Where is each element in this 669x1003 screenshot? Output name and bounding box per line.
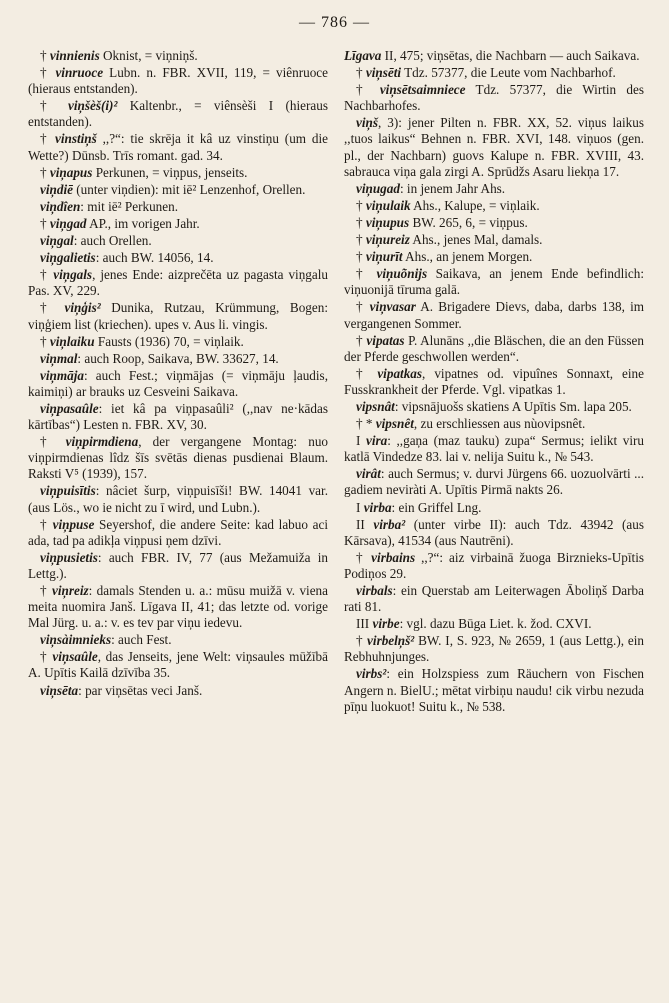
dictionary-entry: viņdiē (unter viņdien): mit iē² Lenzenhof, Orellen. (40, 181, 306, 197)
dictionary-entry: viņdîen: mit iē² Perkunen. (40, 198, 179, 214)
dictionary-entry: † virbains ,,?“: aiz virbainā žuoga Birznieks-Upītis Podiņos 29. (344, 549, 644, 581)
dictionary-entry: † viņureiz Ahs., jenes Mal, damals. (356, 232, 543, 248)
dictionary-entry: viņmal: auch Roop, Saikava, BW. 33627, 14. (40, 350, 279, 366)
page-number: — 786 — (299, 14, 370, 31)
dictionary-entry: † vipatkas, vipatnes od. vipuînes Sonnaxt, eine Fusskrankheit der Pferde. Vgl. vipatkas 1. (344, 365, 645, 397)
dictionary-entry: † vinnienis Oknist, = viņniņš. (40, 48, 198, 63)
dictionary-entry: † viņlaiku Fausts (1936) 70, = viņlaik. (40, 333, 244, 349)
dictionary-entry: vipsnât: vipsnājuošs skatiens A Upītis Sm. lapa 205. (356, 398, 632, 414)
dictionary-entry: virbals: ein Querstab am Leiterwagen Āboliņš Darba rati 81. (344, 583, 644, 615)
dictionary-entry: † viņupus BW. 265, 6, = viņpus. (356, 214, 528, 230)
dictionary-entry: † viņšèš(i)² Kaltenbr., = viênsèši I (hieraus entstanden). (28, 98, 329, 130)
dictionary-entry: † viņulaik Ahs., Kalupe, = viņlaik. (356, 197, 540, 213)
dictionary-entry: viņsēta: par viņsētas veci Janš. (40, 682, 203, 698)
dictionary-entry: † viņsēti Tdz. 57377, die Leute vom Nachbarhof. (356, 65, 616, 81)
dictionary-entry: † viņreiz: damals Stenden u. a.: mūsu muižā v. viena meita nuomira Janš. Līgava II, 41; das letzte od. vorige Mal Jürg. u. a.: v. es tev par viņu iedevu. (28, 583, 329, 631)
dictionary-entry: † viņsētsaimniece Tdz. 57377, die Wirtin des Nachbarhofes. (344, 82, 644, 114)
dictionary-entry: I vira: ,,gaņa (maz tauku) zupa“ Sermus; ielikt viru katlā Vindedze 83. lai v. nelija Suitu k., № 543. (344, 433, 644, 465)
dictionary-entry: viņpusietis: auch FBR. IV, 77 (aus Mežamuiža in Lettg.). (28, 549, 328, 581)
dictionary-entry: viņpuisītis: nâciet šurp, viņpuisīši! BW. 14041 var. (aus Lös., wo ie nicht zu ī wird, und Lubn.). (28, 483, 328, 515)
dictionary-entry: † viņpuse Seyershof, die andere Seite: kad labuo aci ada, tad pa adikļa viņpusi ņem dzīvi. (28, 516, 328, 548)
dictionary-entry: II virba² (unter virbe II): auch Tdz. 43942 (aus Kārsava), 41534 (aus Nautrēni). (344, 516, 644, 548)
dictionary-entry: Līgava II, 475; viņsētas, die Nachbarn — auch Saikava. (344, 48, 640, 63)
dictionary-entry: viņgalietis: auch BW. 14056, 14. (40, 250, 214, 266)
dictionary-entry: III virbe: vgl. dazu Būga Liet. k. žod. CXVI. (356, 616, 592, 632)
dictionary-entry: † viņapus Perkunen, = viņpus, jenseits. (40, 164, 248, 180)
dictionary-entry: † viņsaûle, das Jenseits, jene Welt: viņsaules mūžībā A. Upītis Kailā dzīvība 35. (28, 649, 329, 681)
dictionary-entry: † viņgad AP., im vorigen Jahr. (40, 215, 200, 231)
dictionary-entry: viņgal: auch Orellen. (40, 233, 152, 249)
right-column (344, 48, 644, 716)
dictionary-entry: † vinruoce Lubn. n. FBR. XVII, 119, = viênruoce (hieraus entstanden). (28, 65, 329, 97)
dictionary-entry: viņugad: in jenem Jahr Ahs. (356, 180, 506, 196)
dictionary-entry: viņmāja: auch Fest.; viņmājas (= viņmāju ļaudis, kaimiņi) ar brauks uz Cesveini Saikava. (28, 367, 328, 399)
dictionary-entry: I virba: ein Griffel Lng. (356, 499, 482, 515)
dictionary-entry: † viņvasar A. Brigadere Dievs, daba, darbs 138, im vergangenen Sommer. (344, 299, 645, 331)
dictionary-entry: † viņgals, jenes Ende: aizprečēta uz pagasta viņgalu Pas. XV, 229. (28, 267, 328, 299)
dictionary-entry: viņš, 3): jener Pilten n. FBR. XX, 52. viņus laikus ,,tuos laikus“ Behnen n. FBR. XVI, 148. viņuos (gen. pl., der Nachbarn) guovs Kalupe n. FBR. XVIII, 43. sabrauca viņa gala zirgi A. Sprūdžs Asaru liekņa 17. (344, 115, 644, 179)
dictionary-entry: † viņurīt Ahs., an jenem Morgen. (356, 249, 533, 265)
dictionary-entry: virbs²: ein Holzspiess zum Räuchern von Fischen Angern n. BielU.; mētat virbiņu naudu! cik virbu nezuda pīņu luokuot! Suitu k., № 538. (344, 666, 644, 714)
dictionary-entry: † viņpirmdiena, der vergangene Montag: nuo viņpirmdienas lîdz šīs svētās dienas pusdienai Blaum. Raksti V⁵ (1939), 157. (28, 434, 329, 482)
dictionary-entry: † viņģis² Dunika, Rutzau, Krümmung, Bogen: viņģiem list (kriechen). upes v. Aus li. vingis. (28, 300, 329, 332)
left-column (28, 48, 328, 700)
dictionary-entry: viņpasaûle: iet kâ pa viņpasaûli² (,,nav ne·kādas kārtības“) Lesten n. FBR. XV, 30. (28, 400, 328, 433)
dictionary-entry: † vinstiņš ,,?“: tie skrēja it kâ uz vinstiņu (um die Wette?) Dūnsb. Trīs romant. gad. 34. (28, 131, 329, 163)
dictionary-entry: viņsàimnieks: auch Fest. (40, 632, 172, 648)
dictionary-entry: † vipatas P. Alunāns ,,die Bläschen, die an den Füssen der Pferde geschwollen werden“. (344, 332, 644, 364)
dictionary-entry: † * vipsnêt, zu erschliessen aus nùovipsnêt. (356, 416, 586, 432)
dictionary-entry: † virbelņš² BW. I, S. 923, № 2659, 1 (aus Lettg.), ein Rebhuhnjunges. (344, 633, 644, 665)
dictionary-entry: † viņuõnijs Saikava, an jenem Ende befindlich: viņuonijā tīruma galā. (344, 266, 645, 298)
dictionary-entry: virât: auch Sermus; v. durvi Jürgens 66. uozuolvārti ... gadiem neviràti A. Upītis Pirmā nakts 26. (344, 466, 644, 498)
